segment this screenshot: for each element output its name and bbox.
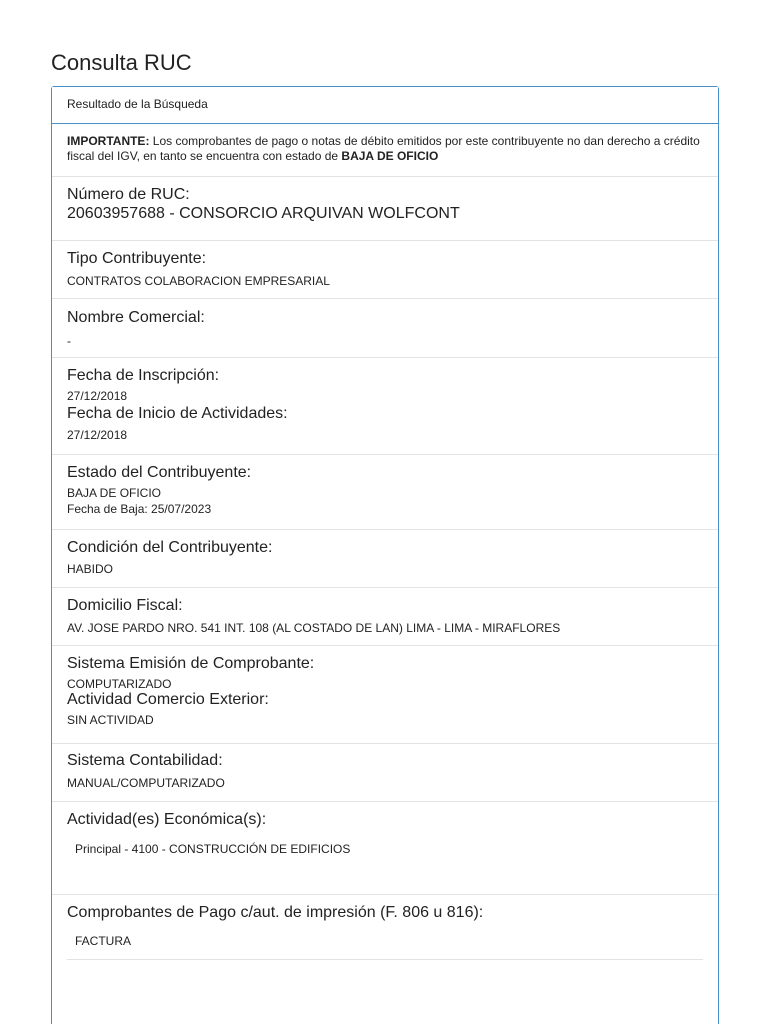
inscripcion-label: Fecha de Inscripción: [67,367,220,384]
notice-status: BAJA DE OFICIO [341,149,439,163]
condicion-row [52,530,718,588]
important-notice [52,124,718,177]
nombre-value: - [67,334,71,348]
nombre-label: Nombre Comercial: [67,309,205,326]
comprobantes-label: Comprobantes de Pago c/aut. de impresión (F. 806 u 816): [67,904,484,921]
tipo-value: CONTRATOS COLABORACION EMPRESARIAL [67,274,330,288]
page-title: Consulta RUC [51,50,192,75]
inicio-value: 27/12/2018 [67,428,128,442]
comprobantes-divider [67,959,703,960]
actividad-row [52,802,718,895]
actividad-value: Principal - 4100 - CONSTRUCCIÓN DE EDIFICIOS [75,842,351,856]
condicion-label: Condición del Contribuyente: [67,539,273,556]
domicilio-value: AV. JOSE PARDO NRO. 541 INT. 108 (AL COSTADO DE LAN) LIMA - LIMA - MIRAFLORES [67,621,561,635]
estado-label: Estado del Contribuyente: [67,464,252,481]
nombre-comercial-row [52,299,718,358]
comercio-exterior-value: SIN ACTIVIDAD [67,713,154,727]
notice-label: IMPORTANTE: [67,134,150,148]
panel-heading: Resultado de la Búsqueda [52,87,718,124]
fechas-row [52,358,718,455]
domicilio-label: Domicilio Fiscal: [67,597,183,614]
comprobantes-row [52,895,718,1024]
condicion-value: HABIDO [67,562,114,576]
inicio-label: Fecha de Inicio de Actividades: [67,405,288,422]
contabilidad-row [52,744,718,802]
ruc-row [52,177,718,241]
ruc-label: Número de RUC: [67,186,190,203]
result-panel [51,86,719,1024]
contabilidad-label: Sistema Contabilidad: [67,752,223,769]
tipo-contribuyente-row [52,241,718,299]
sistema-emision-value: COMPUTARIZADO [67,677,172,691]
actividad-label: Actividad(es) Económica(s): [67,811,267,828]
fecha-baja: Fecha de Baja: 25/07/2023 [67,502,212,516]
estado-row [52,455,718,530]
sistema-emision-label: Sistema Emisión de Comprobante: [67,655,315,672]
estado-value: BAJA DE OFICIO [67,486,162,500]
domicilio-row [52,588,718,646]
contabilidad-value: MANUAL/COMPUTARIZADO [67,776,225,790]
tipo-label: Tipo Contribuyente: [67,250,207,267]
ruc-value: 20603957688 - CONSORCIO ARQUIVAN WOLFCONT [67,205,460,222]
inscripcion-value: 27/12/2018 [67,389,128,403]
sistema-emision-row [52,646,718,744]
comercio-exterior-label: Actividad Comercio Exterior: [67,691,269,708]
notice-text: Los comprobantes de pago o notas de débito emitidos por este contribuyente no dan derecho a crédito fiscal del IGV, en tanto se encuentra con estado de [67,134,700,163]
comprobantes-value: FACTURA [75,934,132,948]
